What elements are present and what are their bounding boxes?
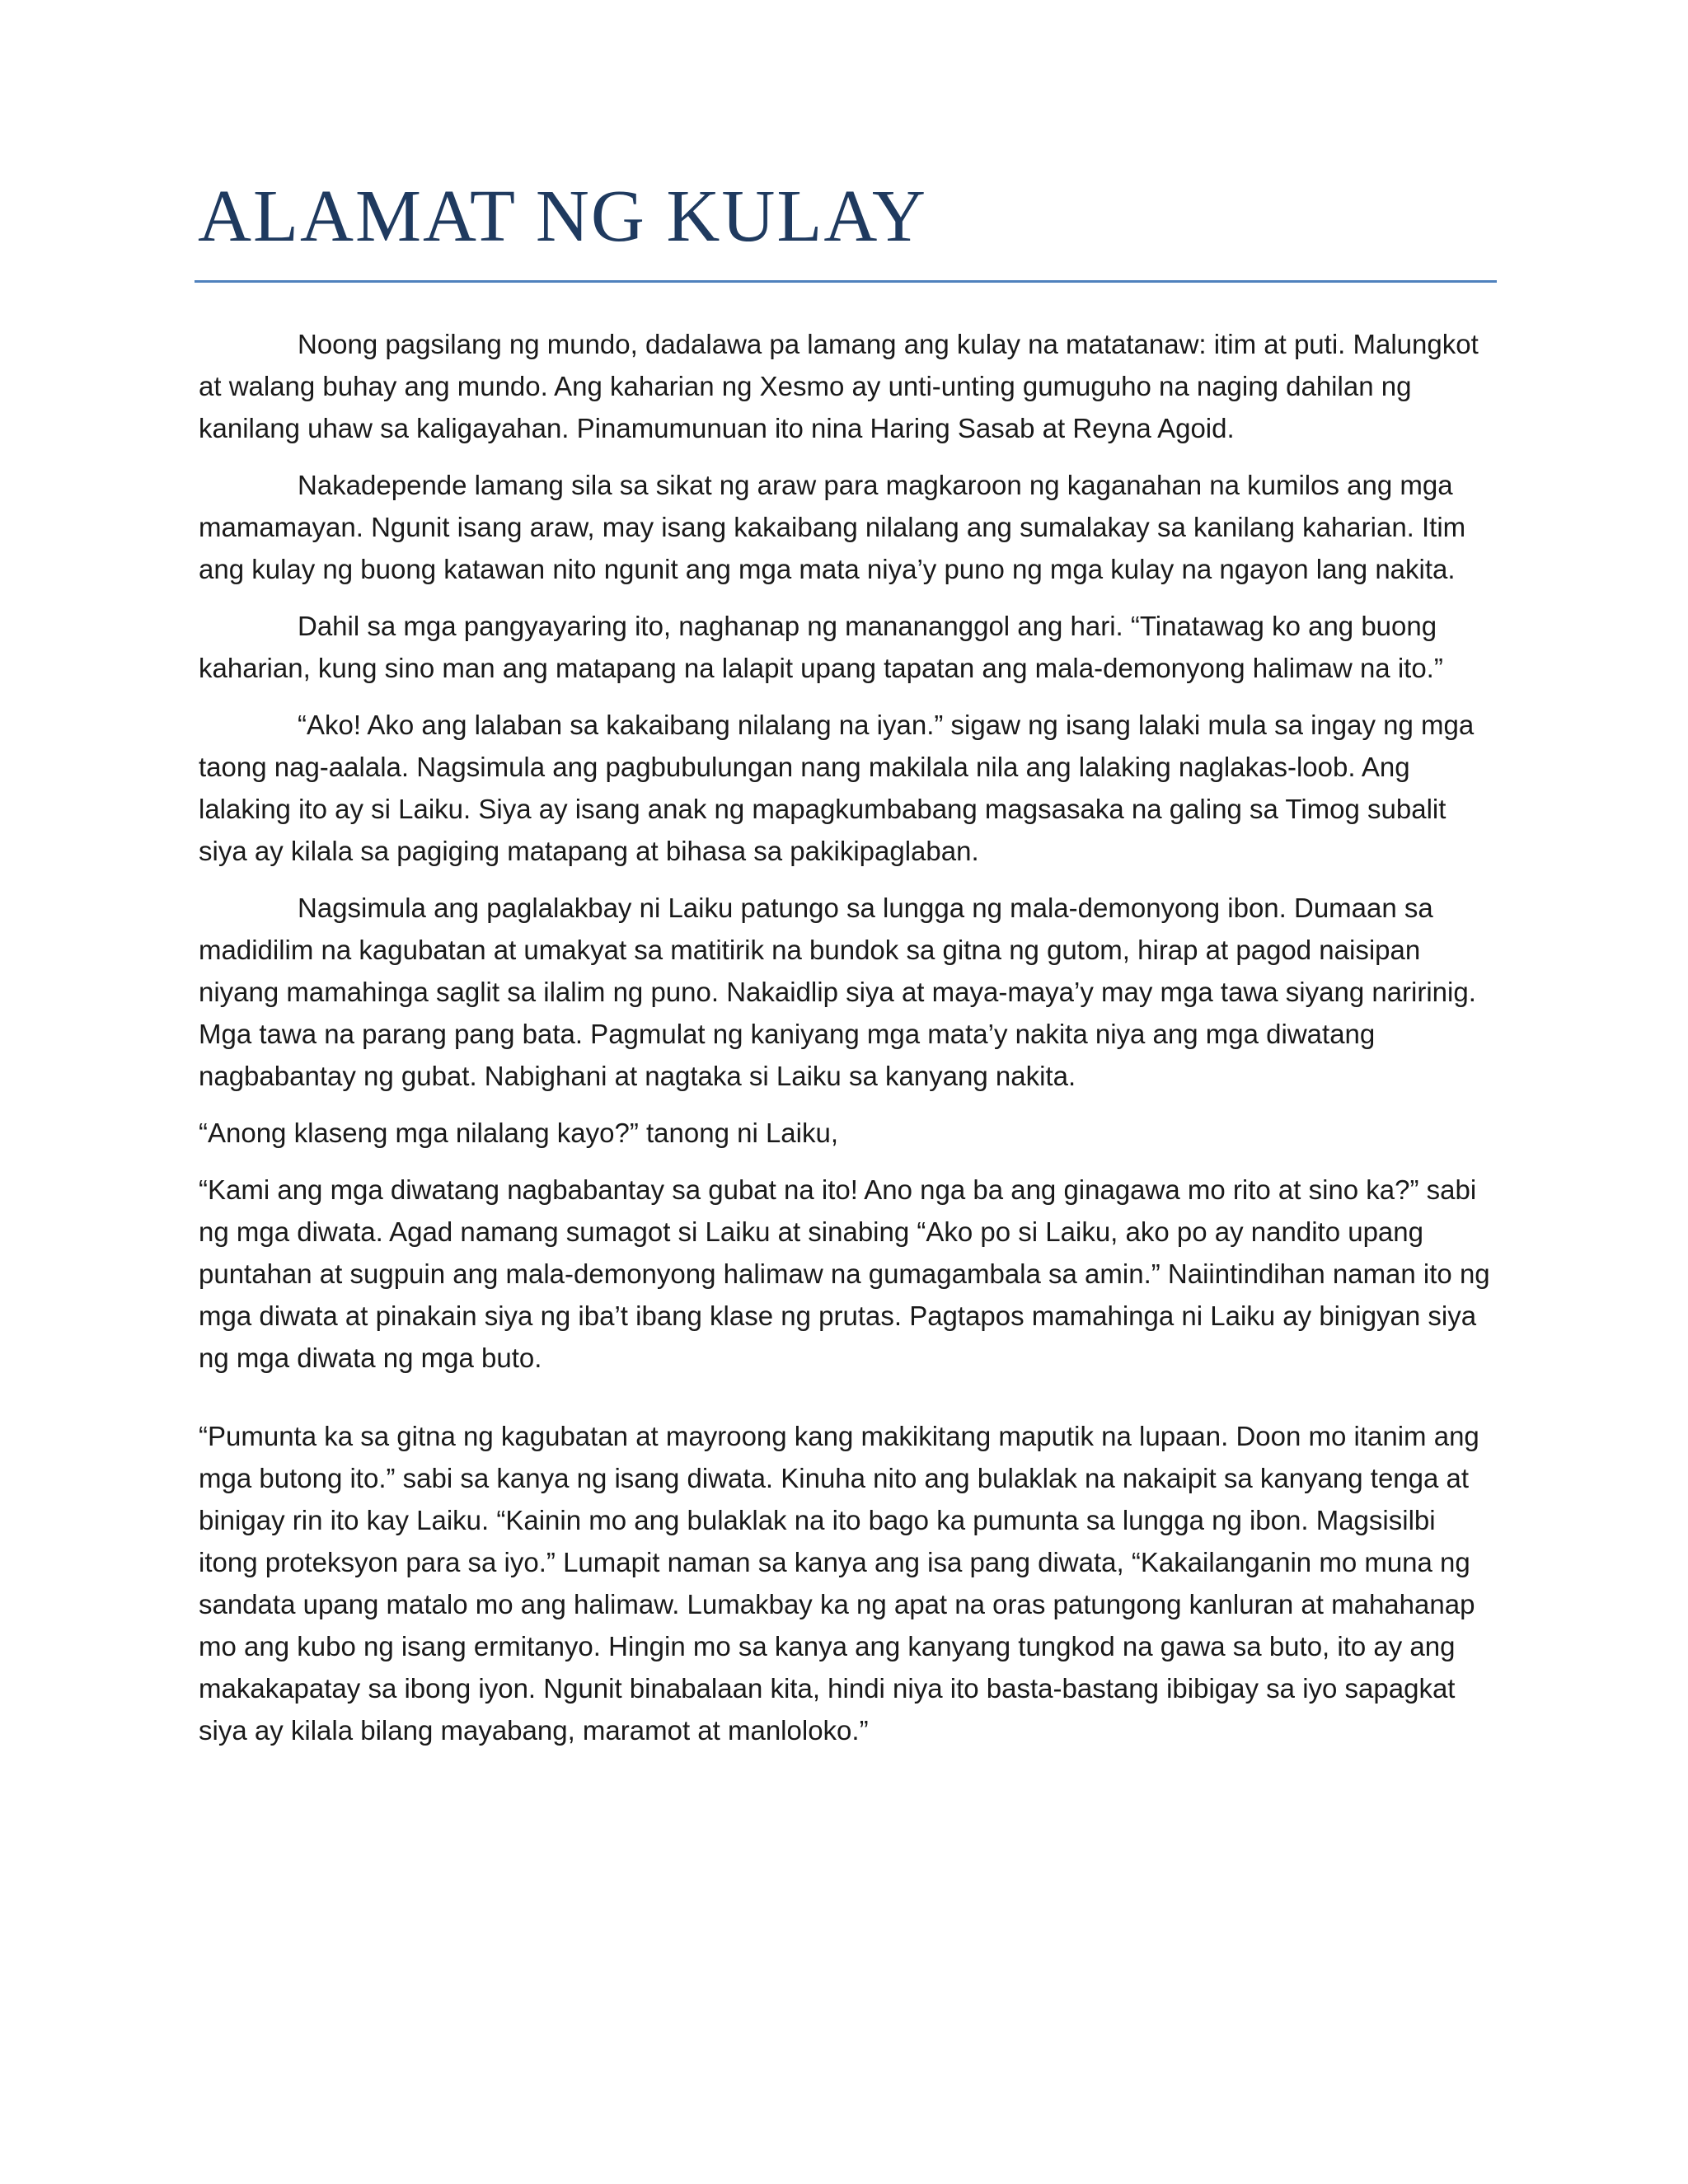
paragraph: “Anong klaseng mga nilalang kayo?” tanong ni Laiku, [199,1118,839,1148]
paragraph: “Pumunta ka sa gitna ng kagubatan at mayroong kang makikitang maputik na lupaan. Doon mo itanim ang mga butong ito.” sabi sa kanya ng isang diwata. Kinuha nito ang bulaklak na nakaipit sa kanyang tenga at binigay rin ito kay Laiku. “Kainin mo ang bulaklak na ito bago ka pumunta sa lungga ng ibon. Magsisilbi itong proteksyon para sa iyo.” Lumapit naman sa kanya ang isa pang diwata, “Kakailanganin mo muna ng sandata upang matalo mo ang halimaw. Lumakbay ka ng apat na oras patungong kanluran at mahahanap mo ang kubo ng isang ermitanyo. Hingin mo sa kanya ang kanyang tungkod na gawa sa buto, ito ay ang makakapatay sa ibong iyon. Ngunit binabalaan kita, hindi niya ito basta-bastang ibibigay sa iyo sapagkat siya ay kilala bilang mayabang, maramot at manloloko.” [199,1421,1479,1746]
title-underline [195,280,1497,283]
paragraph: “Kami ang mga diwatang nagbabantay sa gubat na ito! Ano nga ba ang ginagawa mo rito at sino ka?” sabi ng mga diwata. Agad namang sumagot si Laiku at sinabing “Ako po si Laiku, ako po ay nandito upang puntahan at sugpuin ang mala-demonyong halimaw na gumagambala sa amin.” Naiintindihan naman ito ng mga diwata at pinakain siya ng iba’t ibang klase ng prutas. Pagtapos mamahinga ni Laiku ay binigyan siya ng mga diwata ng mga buto. [199,1174,1490,1373]
paragraph: Dahil sa mga pangyayaring ito, naghanap ng manananggol ang hari. “Tinatawag ko ang buong kaharian, kung sino man ang matapang na lalapit upang tapatan ang mala-demonyong halimaw na ito.” [199,611,1443,683]
paragraph: Nakadepende lamang sila sa sikat ng araw para magkaroon ng kaganahan na kumilos ang mga mamamayan. Ngunit isang araw, may isang kakaibang nilalang ang sumalakay sa kanilang kaharian. Itim ang kulay ng buong katawan nito ngunit ang mga mata niya’y puno ng mga kulay na ngayon lang nakita. [199,470,1466,584]
paragraph: “Ako! Ako ang lalaban sa kakaibang nilalang na iyan.” sigaw ng isang lalaki mula sa ingay ng mga taong nag-aalala. Nagsimula ang pagbubulungan nang makilala nila ang lalaking naglakas-loob. Ang lalaking ito ay si Laiku. Siya ay isang anak ng mapagkumbabang magsasaka na galing sa Timog subalit siya ay kilala sa pagiging matapang at bihasa sa pakikipaglaban. [199,710,1475,866]
paragraph: Nagsimula ang paglalakbay ni Laiku patungo sa lungga ng mala-demonyong ibon. Dumaan sa madidilim na kagubatan at umakyat sa matitirik na bundok sa gitna ng gutom, hirap at pagod naisipan niyang mamahinga saglit sa ilalim ng puno. Nakaidlip siya at maya-maya’y may mga tawa siyang naririnig. Mga tawa na parang pang bata. Pagmulat ng kaniyang mga mata’y nakita niya ang mga diwatang nagbabantay ng gubat. Nabighani at nagtaka si Laiku sa kanyang nakita. [199,893,1476,1091]
paragraph: Noong pagsilang ng mundo, dadalawa pa lamang ang kulay na matatanaw: itim at puti. Malungkot at walang buhay ang mundo. Ang kaharian ng Xesmo ay unti-unting gumuguho na naging dahilan ng kanilang uhaw sa kaligayahan. Pinamumunuan ito nina Haring Sasab at Reyna Agoid. [199,329,1479,443]
document-body [199,323,1497,1766]
document-title: ALAMAT NG KULAY [198,176,928,257]
